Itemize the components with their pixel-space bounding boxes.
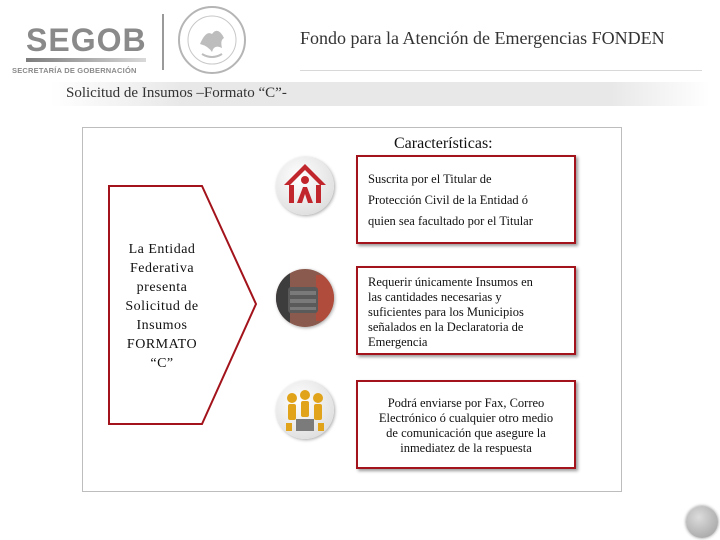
logo-divider [162,14,164,70]
logo-bar [26,58,146,62]
characteristic-box-3: Podrá enviarse por Fax, Correo Electrónico ó cualquier otro medio de comunicación que asegure la inmediatez de la respuesta [356,380,576,469]
characteristic-box-2: Requerir únicamente Insumos en las cantidades necesarias y suficientes para los Municipios señalados en la Declaratoria de Emergencia [356,266,576,355]
logo-wordmark: SEGOB [26,22,147,58]
logo-subtext: SECRETARÍA DE GOBERNACIÓN [12,66,137,75]
header-divider [300,70,702,71]
page-header-title: Fondo para la Atención de Emergencias FONDEN [300,28,665,48]
communication-figures-icon [276,381,334,439]
segob-logo [8,14,168,75]
characteristic-box-1: Suscrita por el Titular de Protección Civil de la Entidad ó quien sea facultado por el Titular [356,155,576,244]
characteristics-heading: Características: [394,135,493,152]
supplies-photo-icon [276,269,334,327]
national-seal-icon [176,4,248,76]
slide-indicator-icon [686,506,718,538]
civil-protection-icon [276,157,334,215]
slide-subtitle: Solicitud de Insumos –Formato “C”- [66,85,287,101]
arrow-label: La Entidad Federativa presenta Solicitud de Insumos FORMATO “C” [125,242,199,371]
